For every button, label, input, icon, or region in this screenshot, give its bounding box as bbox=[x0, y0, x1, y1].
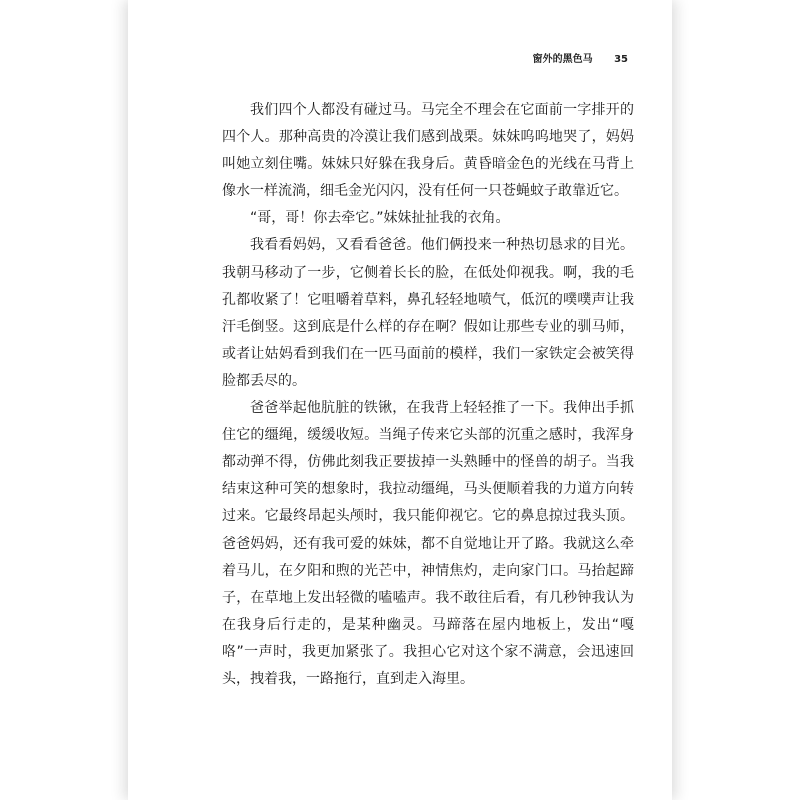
chapter-title: 窗外的黑色马 bbox=[532, 54, 593, 65]
paragraph: 爸爸举起他肮脏的铁锹，在我背上轻轻推了一下。我伸出手抓住它的缰绳，缓缓收短。当绳子传来它头部的沉重之感时，我浑身都动弹不得，仿佛此刻我正要拔掉一头熟睡中的怪兽的胡子。当我结束这种可笑的想象时，我拉动缰绳，马头便顺着我的力道方向转过来。它最终昂起头颅时，我只能仰视它。它的鼻息掠过我头顶。爸爸妈妈，还有我可爱的妹妹，都不自觉地让开了路。我就这么牵着马儿，在夕阳和煦的光芒中，神情焦灼，走向家门口。马抬起蹄子，在草地上发出轻微的嗑嗑声。我不敢往后看，有几秒钟我认为在我身后行走的，是某种幽灵。马蹄落在屋内地板上，发出“嘎咯”一声时，我更加紧张了。我担心它对这个家不满意，会迅速回头，拽着我，一路拖行，直到走入海里。 bbox=[222, 400, 634, 687]
book-page bbox=[128, 0, 672, 800]
paragraph: 我看看妈妈，又看看爸爸。他们俩投来一种热切恳求的目光。我朝马移动了一步，它侧着长长的脸，在低处仰视我。啊，我的毛孔都收紧了！它咀嚼着草料，鼻孔轻轻地喷气，低沉的噗噗声让我汗毛倒竖。这到底是什么样的存在啊？假如让那些专业的驯马师，或者让姑妈看到我们在一匹马面前的模样，我们一家铁定会被笑得脸都丢尽的。 bbox=[222, 237, 634, 389]
running-header bbox=[533, 50, 628, 65]
paragraph: 我们四个人都没有碰过马。马完全不理会在它面前一字排开的四个人。那种高贵的冷漠让我们感到战栗。妹妹呜呜地哭了，妈妈叫她立刻住嘴。妹妹只好躲在我身后。黄昏暗金色的光线在马背上像水一样流淌，细毛金光闪闪，没有任何一只苍蝇蚊子敢靠近它。 bbox=[222, 102, 634, 200]
page-number: 35 bbox=[614, 54, 628, 65]
paragraph: “哥，哥！你去牵它。”妹妹扯扯我的衣角。 bbox=[250, 210, 510, 227]
body-text bbox=[222, 97, 634, 693]
